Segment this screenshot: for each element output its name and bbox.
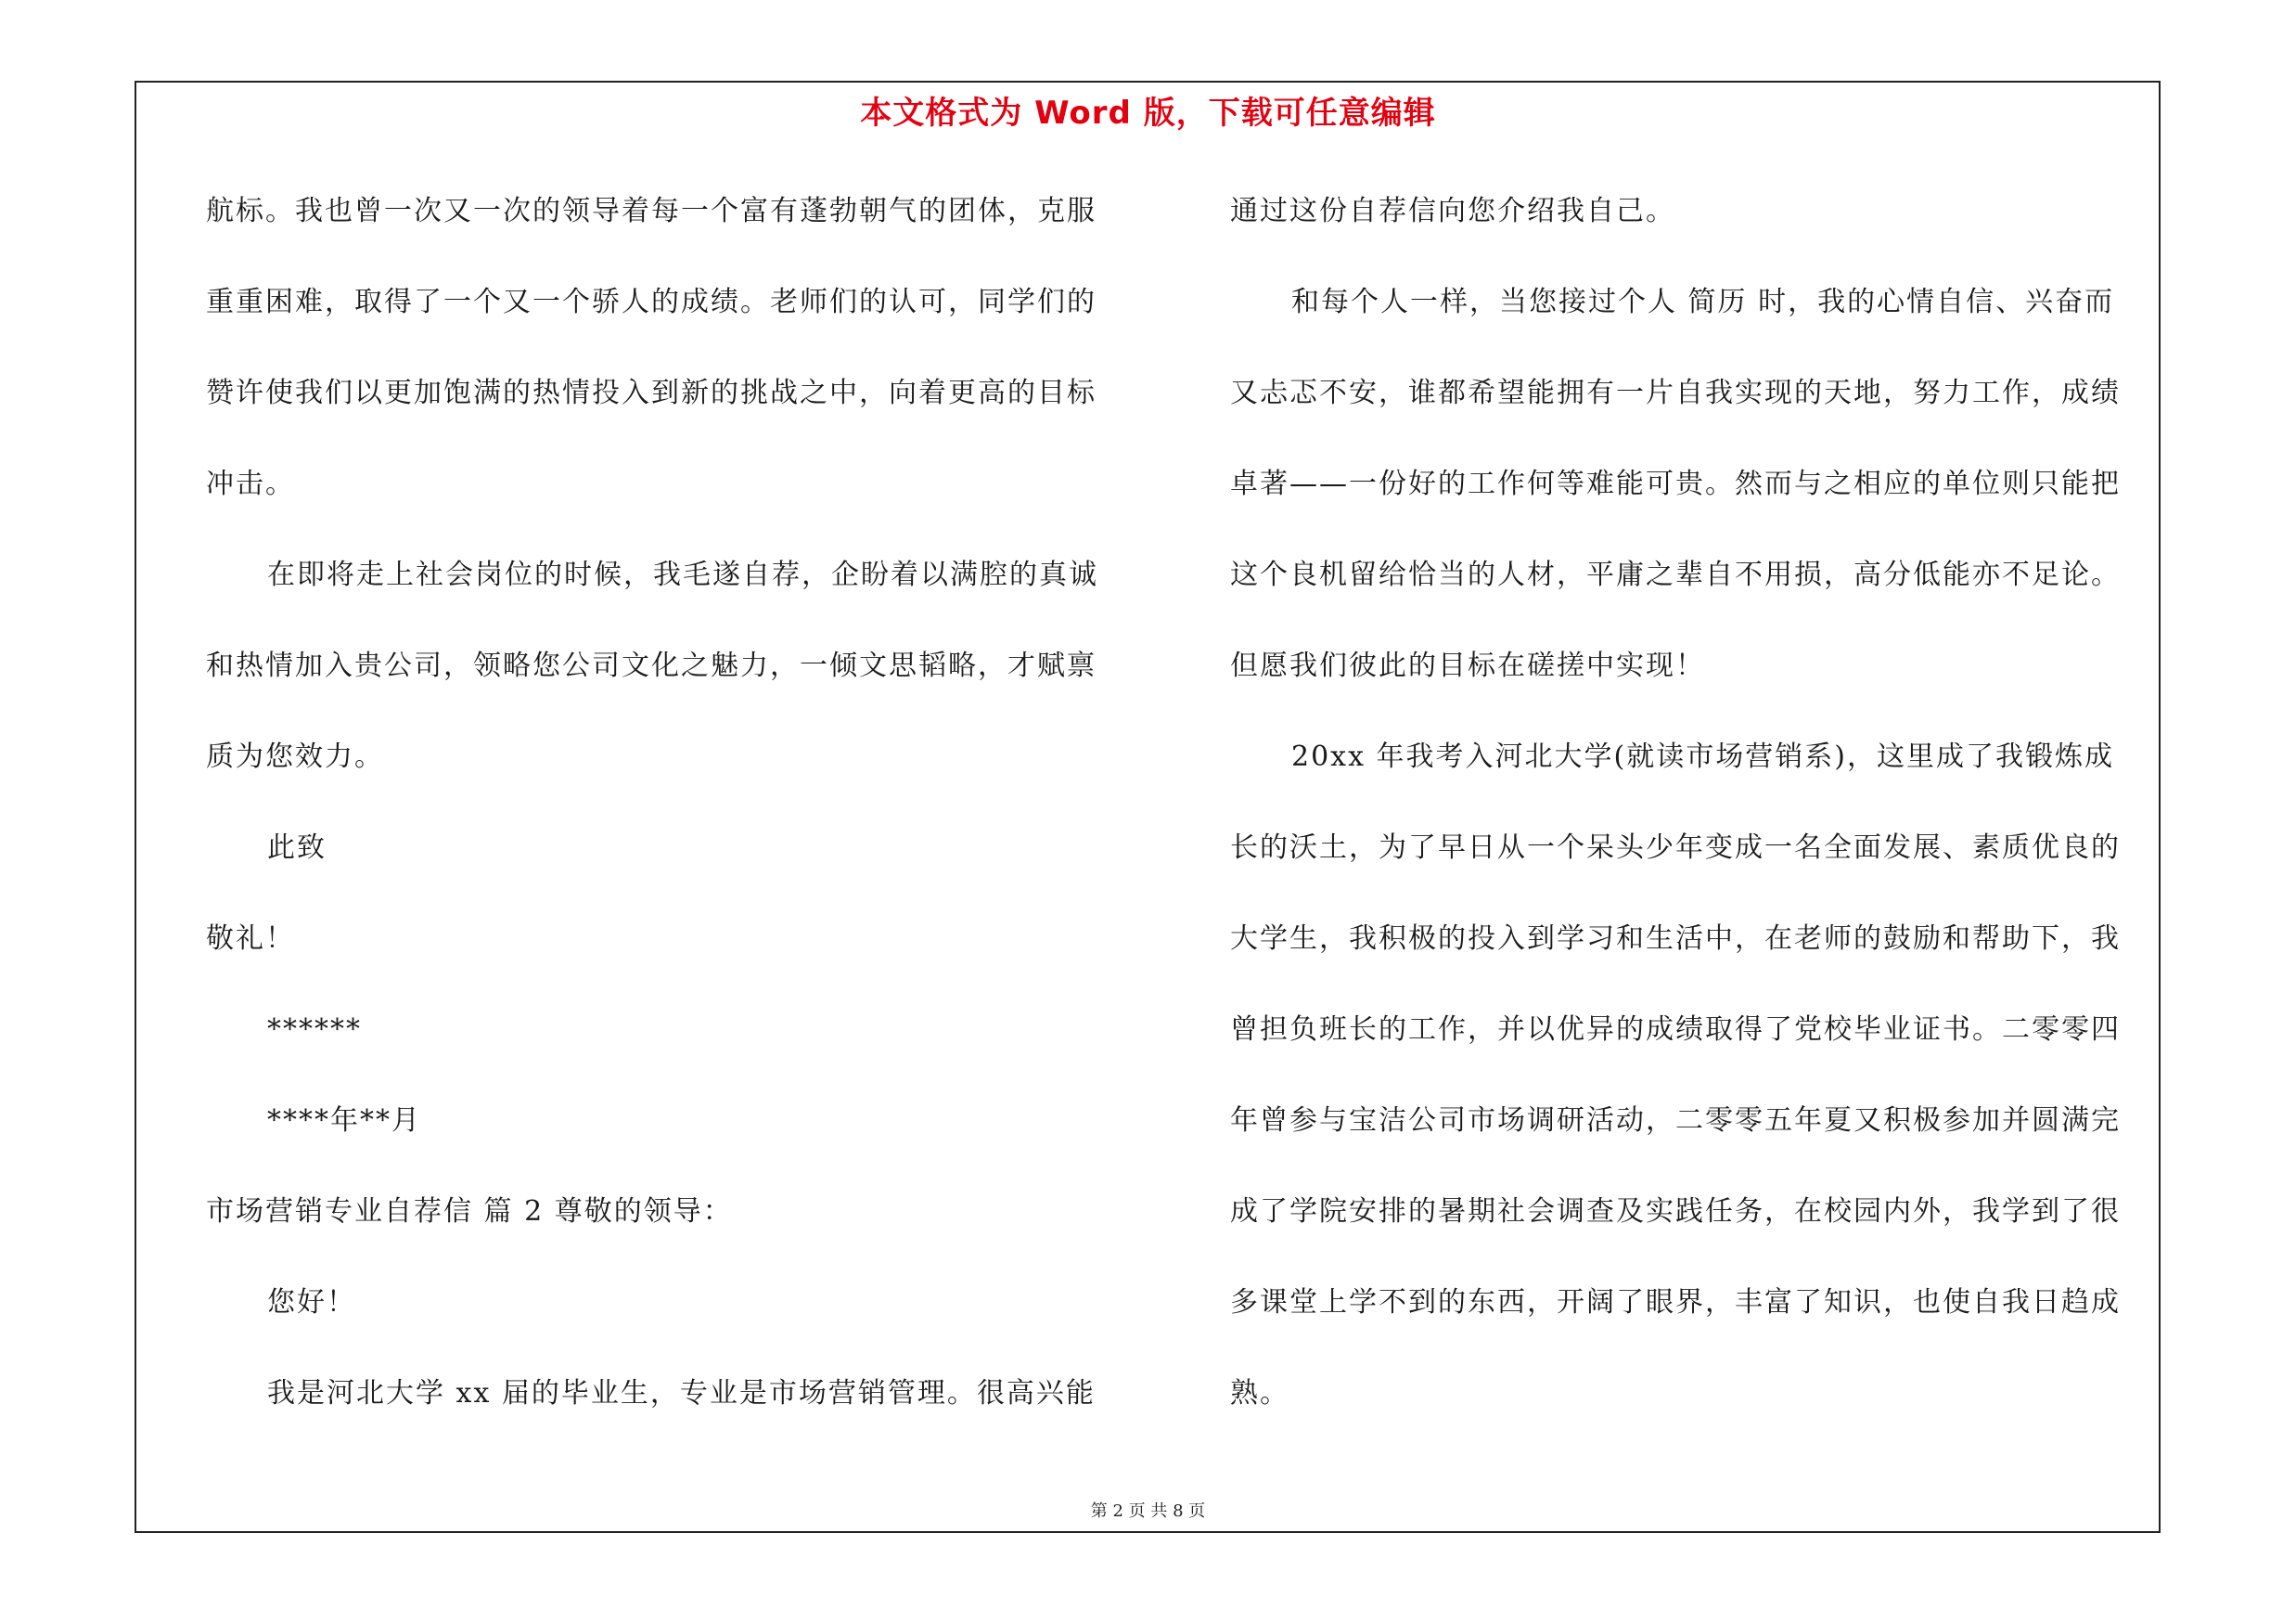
text-line: ****** [267,1013,362,1046]
text-line: 多课堂上学不到的东西，开阔了眼界，丰富了知识，也使自我日趋成 [1230,1286,2121,1319]
text-line: 年曾参与宝洁公司市场调研活动，二零零五年夏又积极参加并圆满完 [1230,1104,2121,1137]
text-line: 市场营销专业自荐信 篇 2 尊敬的领导： [206,1195,733,1228]
text-line: 曾担负班长的工作，并以优异的成绩取得了党校毕业证书。二零零四 [1230,1013,2121,1046]
text-line: 我是河北大学 xx 届的毕业生，专业是市场营销管理。很高兴能 [267,1377,1096,1410]
text-line: 此致 [267,831,327,864]
text-line: 这个良机留给恰当的人材，平庸之辈自不用损，高分低能亦不足论。 [1230,559,2121,591]
page-number: 第 2 页 共 8 页 [1090,1501,1206,1521]
text-line: 长的沃土，为了早日从一个呆头少年变成一名全面发展、素质优良的 [1230,831,2121,864]
text-line: 质为您效力。 [206,741,384,773]
text-line: 成了学院安排的暑期社会调查及实践任务，在校园内外，我学到了很 [1230,1195,2121,1228]
text-line: 重重困难，取得了一个又一个骄人的成绩。老师们的认可，同学们的 [206,286,1097,318]
text-line: 但愿我们彼此的目标在磋搓中实现！ [1230,650,1705,682]
text-line: 冲击。 [206,468,295,500]
text-line: 敬礼！ [206,922,295,955]
text-line: 赞许使我们以更加饱满的热情投入到新的挑战之中，向着更高的目标 [206,377,1097,409]
text-line: 又忐忑不安，谁都希望能拥有一片自我实现的天地，努力工作，成绩 [1230,377,2121,409]
format-banner: 本文格式为 Word 版，下载可任意编辑 [860,95,1436,132]
text-line: 您好！ [267,1286,356,1319]
text-line: 大学生，我积极的投入到学习和生活中，在老师的鼓励和帮助下，我 [1230,922,2121,955]
text-line: 和每个人一样，当您接过个人 简历 时，我的心情自信、兴奋而 [1291,286,2115,318]
text-line: ****年**月 [267,1104,421,1137]
text-line: 在即将走上社会岗位的时候，我毛遂自荐，企盼着以满腔的真诚 [267,559,1098,591]
text-line: 20xx 年我考入河北大学(就读市场营销系)，这里成了我锻炼成 [1291,741,2114,773]
text-line: 和热情加入贵公司，领略您公司文化之魅力，一倾文思韬略，才赋禀 [206,650,1097,682]
text-line: 熟。 [1230,1377,1289,1410]
text-line: 航标。我也曾一次又一次的领导着每一个富有蓬勃朝气的团体，克服 [206,195,1097,227]
text-line: 通过这份自荐信向您介绍我自己。 [1230,195,1675,227]
text-line: 卓著——一份好的工作何等难能可贵。然而与之相应的单位则只能把 [1230,468,2121,500]
